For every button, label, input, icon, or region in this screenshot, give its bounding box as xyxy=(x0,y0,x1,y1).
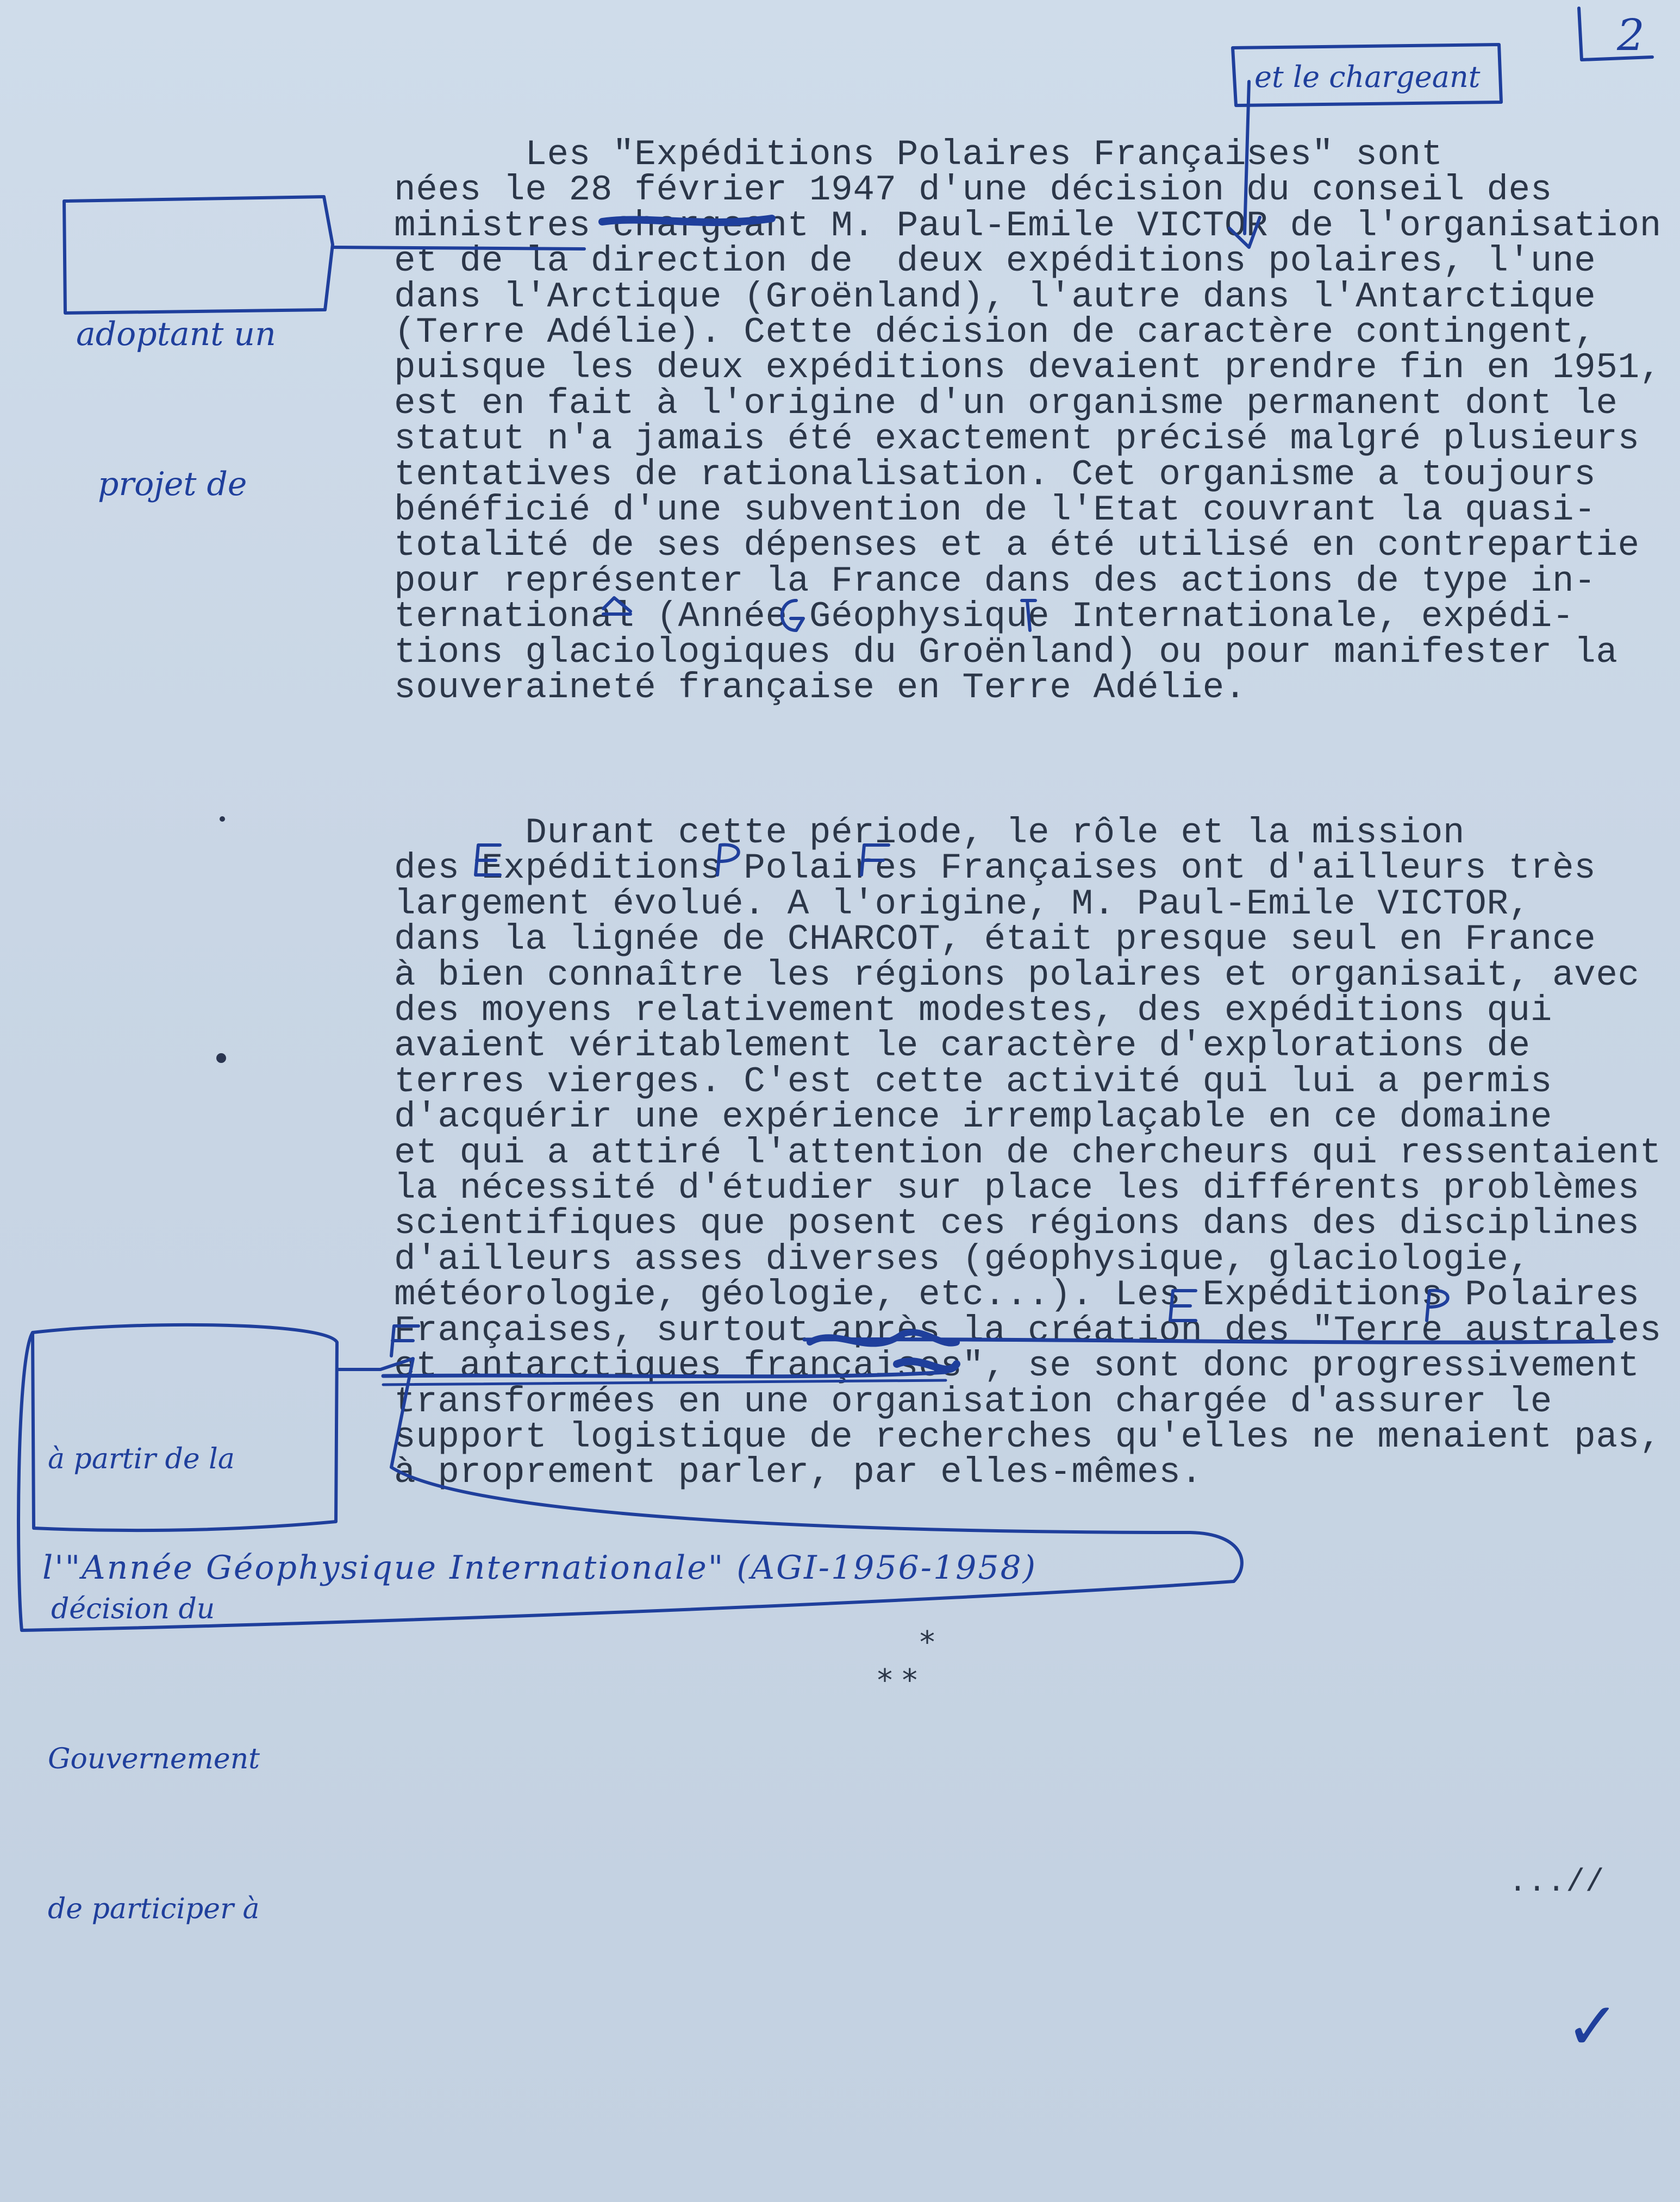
separator-bottom: * * xyxy=(877,1663,917,1698)
continuation-mark: ...// xyxy=(1508,1865,1605,1900)
separator-top: * xyxy=(920,1625,935,1660)
typed-line: d'ailleurs asses diverses (géophysique, glaciologie, xyxy=(394,1238,1531,1280)
typed-line: ternational (Année Géophysique Internationale, expédi- xyxy=(394,596,1575,637)
typed-line: terres vierges. C'est cette activité qui lui a permis xyxy=(394,1061,1552,1102)
typed-line: pour représenter la France dans des actions de type in- xyxy=(394,560,1596,602)
typed-line: dans la lignée de CHARCOT, était presque seul en France xyxy=(394,919,1596,960)
typed-line: support logistique de recherches qu'elles ne menaient pas, xyxy=(394,1416,1662,1457)
typed-line: à proprement parler, par elles-mêmes. xyxy=(394,1452,1203,1493)
annotation-line: de participer à xyxy=(48,1893,260,1925)
page-number: 2 xyxy=(1617,10,1645,60)
typed-line: souveraineté française en Terre Adélie. xyxy=(394,667,1247,709)
typed-line: dans l'Arctique (Groënland), l'autre dans l'Antarctique xyxy=(394,276,1596,317)
typed-line: d'acquérir une expérience irremplaçable en ce domaine xyxy=(394,1097,1552,1138)
annotation-line: Gouvernement xyxy=(48,1743,260,1775)
typed-line: des Expéditions Polaires Françaises ont d'ailleurs très xyxy=(394,848,1596,889)
typed-line: des moyens relativement modestes, des expéditions qui xyxy=(394,990,1552,1031)
typed-line: Les "Expéditions Polaires Françaises" sont xyxy=(394,134,1443,175)
typed-line: et qui a attiré l'attention de chercheurs qui ressentaient xyxy=(394,1132,1662,1173)
typed-line: et antarctiques françaises", se sont donc progressivement xyxy=(394,1346,1640,1387)
typed-line: nées le 28 février 1947 d'une décision du conseil des xyxy=(394,170,1552,211)
paragraph-1 xyxy=(394,134,1662,709)
typed-line: scientifiques que posent ces régions dans des disciplines xyxy=(394,1203,1640,1244)
typed-line: bénéficié d'une subvention de l'Etat couvrant la quasi- xyxy=(394,490,1596,531)
annotation-left-box-2 xyxy=(48,1334,260,2034)
typed-line: Durant cette période, le rôle et la mission xyxy=(394,812,1465,853)
hole-mark xyxy=(216,1053,226,1063)
hole-mark xyxy=(220,816,225,822)
typed-line: est en fait à l'origine d'un organisme permanent dont le xyxy=(394,383,1618,424)
checkmark-icon: ✓ xyxy=(1565,1989,1620,2065)
annotation-bottom-line: l'"Année Géophysique Internationale" (AGI-1956-1958) xyxy=(42,1549,1038,1587)
typed-line: Françaises, surtout après la création des "Terre australes xyxy=(394,1310,1662,1351)
typed-line: tions glaciologiques du Groënland) ou pour manifester la xyxy=(394,631,1618,673)
annotation-top-box: et le chargeant xyxy=(1254,60,1481,94)
typed-line: avaient véritablement le caractère d'explorations de xyxy=(394,1025,1531,1067)
annotation-line: à partir de la xyxy=(48,1443,235,1475)
typed-line: météorologie, géologie, etc...). Les Expéditions Polaires xyxy=(394,1274,1640,1316)
typed-line: et de la direction de deux expéditions polaires, l'une xyxy=(394,241,1596,282)
typed-line: statut n'a jamais été exactement précisé malgré plusieurs xyxy=(394,418,1640,460)
typed-line: puisque les deux expéditions devaient prendre fin en 1951, xyxy=(394,347,1662,389)
annotation-line: adoptant un xyxy=(76,315,276,353)
paragraph-2 xyxy=(394,812,1662,1493)
annotation-line: décision du xyxy=(51,1593,215,1625)
annotation-line: projet de xyxy=(98,465,247,503)
typed-line: la nécessité d'étudier sur place les différents problèmes xyxy=(394,1168,1640,1209)
typed-line: (Terre Adélie). Cette décision de caractère contingent, xyxy=(394,312,1596,353)
typed-line: totalité de ses dépenses et a été utilisé en contrepartie xyxy=(394,525,1640,566)
typed-line: ministres chargeant M. Paul-Emile VICTOR de l'organisation xyxy=(394,205,1662,246)
annotation-left-box-1 xyxy=(76,209,276,609)
typed-line: tentatives de rationalisation. Cet organisme a toujours xyxy=(394,454,1596,495)
typed-line: transformées en une organisation chargée d'assurer le xyxy=(394,1381,1552,1422)
typed-line: à bien connaître les régions polaires et organisait, avec xyxy=(394,954,1640,996)
typed-line: largement évolué. A l'origine, M. Paul-Emile VICTOR, xyxy=(394,883,1531,924)
